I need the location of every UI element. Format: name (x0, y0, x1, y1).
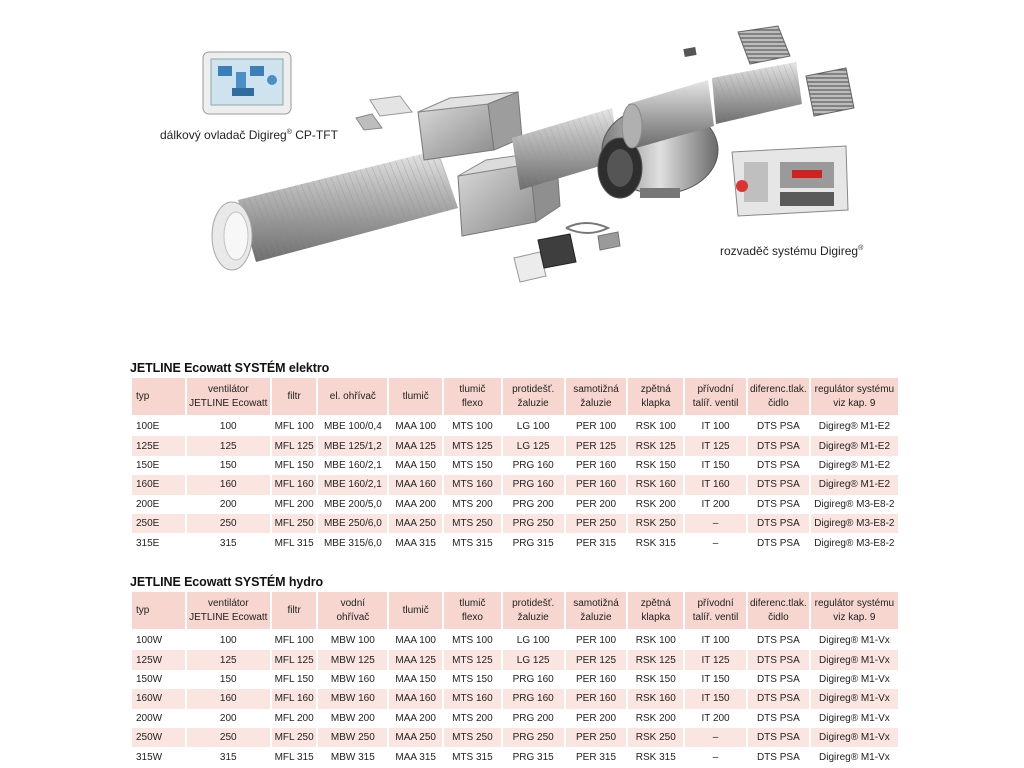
table-cell: 250 (187, 728, 270, 747)
table-cell: RSK 315 (635, 751, 676, 763)
column-header: typ (132, 592, 185, 631)
table-cell: PER 250 (566, 514, 627, 533)
table-row (132, 709, 898, 728)
table-cell: RSK 315 (635, 537, 676, 549)
table-cell: MBE 250/6,0 (318, 514, 387, 533)
table-cell: MFL 150 (274, 459, 314, 471)
table-cell: 200 (219, 712, 237, 724)
hydro-system-title: JETLINE Ecowatt SYSTÉM hydro (130, 575, 324, 589)
table-cell: 100 (219, 635, 237, 647)
table-cell: MTS 125 (444, 436, 501, 455)
table-row (132, 456, 898, 475)
table-cell: Digireg® M3-E8-2 (814, 537, 895, 549)
table-cell: MAA 315 (395, 751, 436, 763)
table-cell: MBW 315 (330, 751, 375, 763)
table-cell: MFL 125 (272, 436, 317, 455)
column-header: filtr (272, 378, 317, 417)
table-cell: IT 200 (701, 712, 730, 724)
column-header: vodní ohřívač (318, 592, 387, 631)
table-cell: RSK 150 (635, 673, 676, 685)
table-cell: Digireg® M3-E8-2 (811, 514, 898, 533)
filter-box-image (418, 92, 522, 160)
table-cell: IT 150 (685, 689, 746, 708)
table-cell: MTS 315 (452, 751, 493, 763)
table-cell: PRG 315 (512, 751, 554, 763)
table-cell: – (685, 514, 746, 533)
table-cell: PRG 250 (503, 514, 564, 533)
table-cell: 125 (187, 436, 270, 455)
table-header-row (132, 592, 898, 631)
table-cell: RSK 200 (635, 712, 676, 724)
table-cell: MAA 250 (389, 728, 442, 747)
table-cell: 200 (219, 498, 237, 510)
table-cell: Digireg® M1-Vx (811, 650, 898, 669)
table-cell: PER 250 (566, 728, 627, 747)
hydro-system-table (130, 592, 900, 767)
table-cell: MTS 100 (452, 635, 493, 647)
table-cell: DTS PSA (748, 475, 809, 494)
table-cell: MFL 315 (274, 537, 314, 549)
column-header: zpětná klapka (628, 592, 683, 631)
table-cell: MFL 200 (274, 498, 314, 510)
table-row (132, 650, 898, 669)
table-cell: MTS 250 (444, 728, 501, 747)
table-cell: Digireg® M1-Vx (811, 728, 898, 747)
table-cell: MFL 315 (274, 751, 314, 763)
table-row (132, 475, 898, 494)
table-cell: 250 (187, 514, 270, 533)
table-cell: RSK 200 (635, 498, 676, 510)
table-row (132, 436, 898, 455)
table-cell: – (712, 537, 719, 549)
table-cell: IT 125 (685, 436, 746, 455)
table-cell: DTS PSA (756, 537, 800, 549)
table-cell: 315E (136, 537, 160, 549)
table-cell: PRG 160 (503, 475, 564, 494)
table-cell: – (685, 728, 746, 747)
table-cell: MFL 100 (274, 635, 314, 647)
table-cell: MAA 200 (395, 712, 436, 724)
table-cell: MBE 100/0,4 (323, 421, 382, 433)
table-cell: MAA 200 (395, 498, 436, 510)
table-cell: Digireg® M3-E8-2 (814, 498, 895, 510)
table-cell: MAA 125 (389, 436, 442, 455)
table-cell: DTS PSA (748, 436, 809, 455)
table-cell: 160W (132, 689, 185, 708)
table-cell: MBW 250 (318, 728, 387, 747)
table-cell: MTS 150 (452, 673, 493, 685)
table-cell: 250W (132, 728, 185, 747)
table-cell: MBW 100 (330, 635, 375, 647)
table-cell: Digireg® M1-Vx (819, 712, 890, 724)
table-cell: MAA 150 (395, 459, 436, 471)
table-cell: Digireg® M1-Vx (819, 673, 890, 685)
table-cell: MAA 250 (389, 514, 442, 533)
table-row (132, 747, 898, 766)
table-cell: MAA 160 (389, 475, 442, 494)
table-cell: 315 (219, 537, 237, 549)
table-cell: 160 (187, 689, 270, 708)
table-cell: DTS PSA (756, 421, 800, 433)
column-header: ventilátor JETLINE Ecowatt (187, 592, 270, 631)
table-cell: 250E (132, 514, 185, 533)
table-cell: MTS 160 (444, 475, 501, 494)
table-row (132, 670, 898, 689)
table-cell: DTS PSA (756, 751, 800, 763)
table-cell: 315W (136, 751, 163, 763)
table-cell: MAA 150 (395, 673, 436, 685)
column-header: regulátor systému viz kap. 9 (811, 592, 898, 631)
table-cell: MBW 200 (330, 712, 375, 724)
table-cell: Digireg® M1-Vx (811, 689, 898, 708)
column-header: diferenc.tlak. čidlo (748, 592, 809, 631)
table-cell: PRG 200 (512, 712, 554, 724)
table-cell: RSK 125 (628, 650, 683, 669)
table-cell: RSK 160 (628, 475, 683, 494)
table-cell: IT 200 (701, 498, 730, 510)
table-cell: DTS PSA (748, 514, 809, 533)
table-cell: DTS PSA (748, 728, 809, 747)
table-row (132, 728, 898, 747)
accessory-parts-image (514, 223, 620, 282)
table-cell: 150 (219, 459, 237, 471)
table-cell: 100W (136, 635, 163, 647)
remote-controller-image (203, 52, 291, 114)
table-cell: Digireg® M1-E2 (811, 436, 898, 455)
table-cell: Digireg® M1-Vx (819, 635, 890, 647)
table-cell: RSK 125 (628, 436, 683, 455)
column-header: samotižná žaluzie (566, 378, 627, 417)
table-cell: PER 160 (575, 673, 617, 685)
table-row (132, 631, 898, 650)
table-cell: Digireg® M1-E2 (818, 421, 891, 433)
column-header: přívodní talíř. ventil (685, 592, 746, 631)
table-cell: DTS PSA (756, 635, 800, 647)
table-cell: IT 100 (701, 635, 730, 647)
table-cell: PRG 250 (503, 728, 564, 747)
table-cell: RSK 250 (628, 514, 683, 533)
table-cell: MBW 160 (318, 689, 387, 708)
table-header-row (132, 378, 898, 417)
table-cell: 100 (219, 421, 237, 433)
table-cell: 160 (187, 475, 270, 494)
table-cell: PER 100 (575, 421, 617, 433)
table-cell: MTS 125 (444, 650, 501, 669)
table-cell: MBE 160/2,1 (323, 459, 382, 471)
table-cell: PER 315 (575, 751, 617, 763)
table-cell: 150E (136, 459, 160, 471)
table-cell: Digireg® M1-E2 (811, 475, 898, 494)
table-cell: 150W (136, 673, 163, 685)
table-cell: MBE 200/5,0 (323, 498, 382, 510)
table-cell: DTS PSA (756, 459, 800, 471)
table-cell: MFL 160 (272, 689, 317, 708)
column-header: zpětná klapka (628, 378, 683, 417)
control-cabinet-image (732, 146, 848, 216)
table-cell: MFL 100 (274, 421, 314, 433)
column-header: tlumič (389, 592, 442, 631)
table-cell: DTS PSA (756, 673, 800, 685)
table-cell: MTS 160 (444, 689, 501, 708)
electric-system-table (130, 378, 900, 553)
table-cell: PER 125 (566, 650, 627, 669)
table-cell: IT 125 (685, 650, 746, 669)
table-cell: RSK 100 (635, 635, 676, 647)
table-cell: RSK 250 (628, 728, 683, 747)
table-cell: – (712, 751, 719, 763)
control-cabinet-caption: rozvaděč systému Digireg® (720, 244, 864, 258)
table-cell: Digireg® M1-Vx (819, 751, 890, 763)
table-cell: MBW 160 (330, 673, 375, 685)
table-row (132, 417, 898, 436)
table-cell: RSK 160 (628, 689, 683, 708)
column-header: protidešť. žaluzie (503, 592, 564, 631)
table-cell: DTS PSA (756, 498, 800, 510)
table-cell: MFL 160 (272, 475, 317, 494)
table-cell: MTS 150 (452, 459, 493, 471)
flexible-duct-image (212, 150, 458, 270)
table-cell: PER 200 (575, 712, 617, 724)
column-header: tlumič flexo (444, 378, 501, 417)
table-cell: DTS PSA (748, 689, 809, 708)
table-cell: Digireg® M1-E2 (818, 459, 891, 471)
table-row (132, 689, 898, 708)
table-cell: MBW 125 (318, 650, 387, 669)
table-cell: PRG 160 (503, 689, 564, 708)
table-cell: PRG 160 (512, 459, 554, 471)
table-cell: MTS 315 (452, 537, 493, 549)
table-cell: 125E (132, 436, 185, 455)
table-cell: IT 160 (685, 475, 746, 494)
table-cell: DTS PSA (748, 650, 809, 669)
table-cell: PRG 160 (512, 673, 554, 685)
table-cell: LG 125 (503, 650, 564, 669)
table-cell: MBE 315/6,0 (323, 537, 382, 549)
column-header: regulátor systému viz kap. 9 (811, 378, 898, 417)
table-cell: RSK 100 (635, 421, 676, 433)
table-cell: 200E (136, 498, 160, 510)
table-row (132, 514, 898, 533)
table-cell: IT 150 (701, 459, 730, 471)
table-cell: PER 125 (566, 436, 627, 455)
table-cell: PRG 315 (512, 537, 554, 549)
table-row (132, 495, 898, 514)
table-cell: MTS 200 (452, 498, 493, 510)
table-cell: PRG 200 (512, 498, 554, 510)
table-cell: 160E (132, 475, 185, 494)
table-cell: PER 160 (566, 475, 627, 494)
table-cell: IT 100 (701, 421, 730, 433)
table-cell: PER 160 (575, 459, 617, 471)
table-cell: 100E (136, 421, 160, 433)
column-header: diferenc.tlak. čidlo (748, 378, 809, 417)
table-cell: 150 (219, 673, 237, 685)
table-cell: LG 100 (516, 635, 550, 647)
table-cell: MTS 250 (444, 514, 501, 533)
table-cell: IT 150 (701, 673, 730, 685)
table-cell: PER 160 (566, 689, 627, 708)
ventilation-system-illustration (0, 0, 1024, 330)
column-header: samotižná žaluzie (566, 592, 627, 631)
table-cell: PER 200 (575, 498, 617, 510)
table-cell: RSK 150 (635, 459, 676, 471)
column-header: ventilátor JETLINE Ecowatt (187, 378, 270, 417)
table-cell: MFL 200 (274, 712, 314, 724)
column-header: el. ohřívač (318, 378, 387, 417)
table-cell: LG 100 (516, 421, 550, 433)
table-cell: MAA 315 (395, 537, 436, 549)
table-row (132, 533, 898, 552)
table-cell: 315 (219, 751, 237, 763)
table-cell: MAA 100 (395, 421, 436, 433)
column-header: typ (132, 378, 185, 417)
table-cell: MAA 160 (389, 689, 442, 708)
table-cell: MFL 150 (274, 673, 314, 685)
table-cell: PER 100 (575, 635, 617, 647)
table-cell: MTS 100 (452, 421, 493, 433)
column-header: přívodní talíř. ventil (685, 378, 746, 417)
table-cell: 200W (136, 712, 163, 724)
column-header: tlumič flexo (444, 592, 501, 631)
column-header: tlumič (389, 378, 442, 417)
column-header: filtr (272, 592, 317, 631)
electric-system-title: JETLINE Ecowatt SYSTÉM elektro (130, 361, 330, 375)
table-cell: MFL 250 (272, 728, 317, 747)
table-cell: 125W (132, 650, 185, 669)
table-cell: MFL 250 (272, 514, 317, 533)
table-cell: MTS 200 (452, 712, 493, 724)
column-header: protidešť. žaluzie (503, 378, 564, 417)
table-cell: MBE 125/1,2 (318, 436, 387, 455)
table-cell: PER 315 (575, 537, 617, 549)
table-cell: MBE 160/2,1 (318, 475, 387, 494)
table-cell: MAA 125 (389, 650, 442, 669)
table-cell: LG 125 (503, 436, 564, 455)
table-cell: 125 (187, 650, 270, 669)
table-cell: MFL 125 (272, 650, 317, 669)
table-cell: MAA 100 (395, 635, 436, 647)
table-cell: DTS PSA (756, 712, 800, 724)
remote-controller-caption: dálkový ovladač Digireg® CP-TFT (160, 128, 338, 142)
sensor-parts-image (356, 96, 412, 130)
